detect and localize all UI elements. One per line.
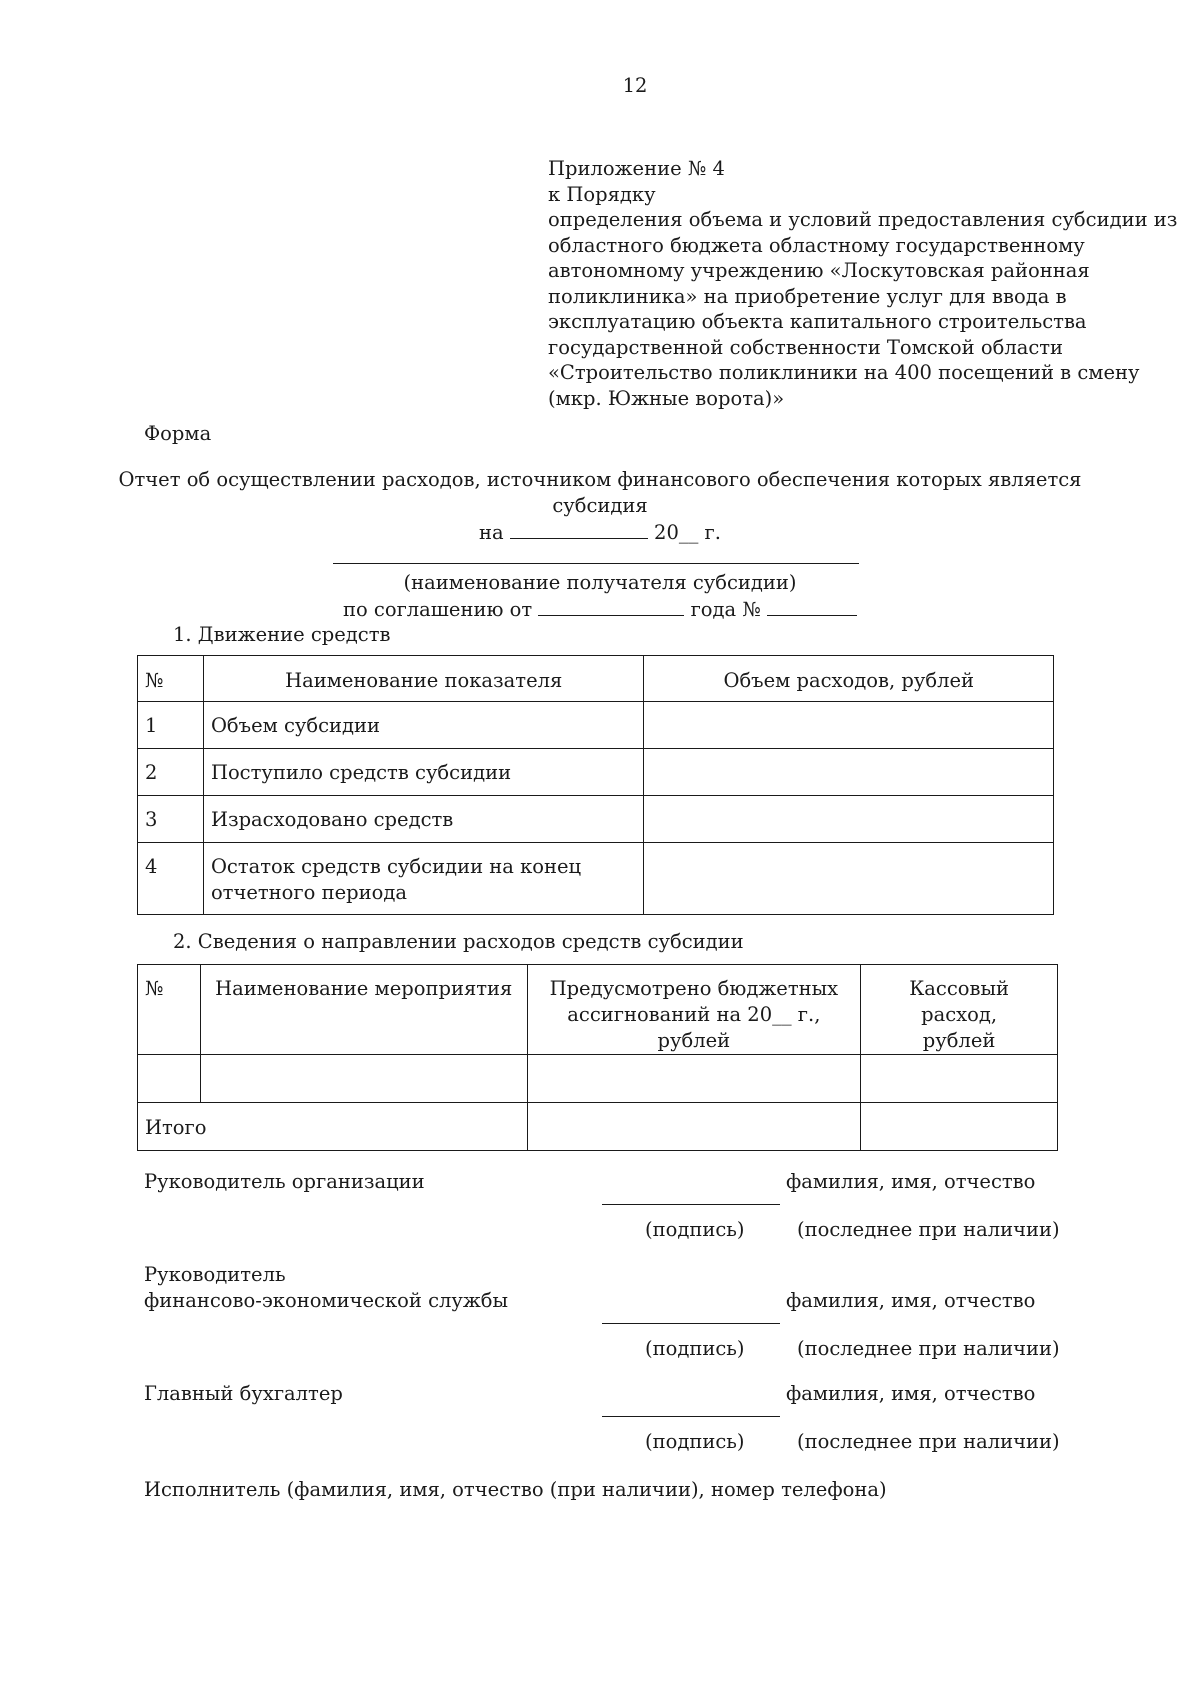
appendix-line: «Строительство поликлиники на 400 посещений в смену: [548, 361, 1140, 384]
row-name-line: Остаток средств субсидии на конец: [210, 855, 582, 878]
signature-last: (последнее при наличии): [797, 1337, 1060, 1360]
appendix-line: к Порядку: [548, 182, 656, 206]
header-amount: Объем расходов, рублей: [644, 656, 1054, 702]
agreement-line: [0, 597, 1200, 621]
signature-podpis: (подпись): [645, 1218, 745, 1241]
row-num: 2: [138, 749, 204, 796]
agreement-prefix: по соглашению от: [342, 598, 533, 621]
appendix-line: Приложение № 4: [548, 157, 725, 180]
recipient-name-field[interactable]: [333, 563, 859, 564]
event-cell[interactable]: [200, 1055, 527, 1103]
amount-cell[interactable]: [644, 749, 1054, 796]
report-title-line2: субсидия: [552, 494, 648, 517]
date-blank-field[interactable]: [510, 520, 648, 539]
total-label: Итого: [138, 1103, 528, 1151]
report-date-line: [0, 520, 1200, 544]
header-num: №: [138, 965, 201, 1055]
expenses-table: [137, 964, 1058, 1151]
signature-fio: фамилия, имя, отчество: [786, 1170, 1036, 1193]
signature-role: финансово-экономической службы: [144, 1289, 509, 1312]
table-row: [138, 1055, 1058, 1103]
row-name: Объем субсидии: [203, 702, 644, 749]
row-name: [203, 843, 644, 915]
appendix-line: областного бюджета областному государственному: [548, 233, 1085, 257]
form-label: Форма: [144, 422, 212, 445]
appendix-line: автономному учреждению «Лоскутовская районная: [548, 259, 1090, 282]
signature-role: Главный бухгалтер: [144, 1382, 343, 1405]
appendix-block: [548, 156, 1177, 411]
row-num: 1: [138, 702, 204, 749]
row-name: Израсходовано средств: [203, 796, 644, 843]
date-year: 20__ г.: [654, 521, 721, 544]
row-name-line: отчетного периода: [210, 881, 407, 904]
appendix-line: (мкр. Южные ворота)»: [548, 386, 785, 410]
signature-podpis: (подпись): [645, 1430, 745, 1453]
section1-title: 1. Движение средств: [173, 623, 391, 646]
header-num: №: [138, 656, 204, 702]
agreement-middle: года №: [690, 598, 761, 621]
signature-role: Руководитель: [144, 1263, 286, 1286]
header-planned-line: ассигнований на 20__ г., рублей: [567, 1003, 821, 1052]
planned-total-cell[interactable]: [527, 1103, 861, 1151]
header-cash-line: Кассовый расход,: [909, 977, 1009, 1026]
signature-podpis: (подпись): [645, 1337, 745, 1360]
table-row: [138, 702, 1054, 749]
signature-fio: фамилия, имя, отчество: [786, 1289, 1036, 1312]
table-header-row: [138, 965, 1058, 1055]
movement-table: [137, 655, 1054, 915]
header-indicator: Наименование показателя: [203, 656, 644, 702]
table-row: [138, 843, 1054, 915]
header-cash-line: рублей: [922, 1029, 996, 1052]
signature-line[interactable]: [602, 1323, 780, 1324]
header-planned-line: Предусмотрено бюджетных: [549, 977, 839, 1000]
appendix-line: эксплуатацию объекта капитального строительства: [548, 310, 1087, 333]
table-row: [138, 796, 1054, 843]
report-title-line1: Отчет об осуществлении расходов, источником финансового обеспечения которых является: [118, 468, 1082, 491]
row-num: 3: [138, 796, 204, 843]
table-row: [138, 749, 1054, 796]
signature-fio: фамилия, имя, отчество: [786, 1382, 1036, 1405]
agreement-date-field[interactable]: [538, 597, 684, 616]
header-cash: [861, 965, 1058, 1055]
amount-cell[interactable]: [644, 843, 1054, 915]
section2-title: 2. Сведения о направлении расходов средств субсидии: [173, 930, 744, 953]
planned-cell[interactable]: [527, 1055, 861, 1103]
cash-total-cell[interactable]: [861, 1103, 1058, 1151]
appendix-line: определения объема и условий предоставления субсидии из: [548, 208, 1178, 231]
table-header-row: [138, 656, 1054, 702]
signature-line[interactable]: [602, 1416, 780, 1417]
executor-line: Исполнитель (фамилия, имя, отчество (при наличии), номер телефона): [144, 1478, 887, 1501]
recipient-caption: (наименование получателя субсидии): [403, 571, 797, 594]
signature-role: Руководитель организации: [144, 1170, 425, 1193]
total-row: [138, 1103, 1058, 1151]
appendix-line: государственной собственности Томской области: [548, 335, 1064, 359]
amount-cell[interactable]: [644, 796, 1054, 843]
header-event: Наименование мероприятия: [200, 965, 527, 1055]
header-planned: [527, 965, 861, 1055]
amount-cell[interactable]: [644, 702, 1054, 749]
date-prefix: на: [479, 521, 504, 544]
num-cell[interactable]: [138, 1055, 201, 1103]
agreement-number-field[interactable]: [767, 597, 857, 616]
row-num: 4: [138, 843, 204, 915]
signature-last: (последнее при наличии): [797, 1430, 1060, 1453]
signature-line[interactable]: [602, 1204, 780, 1205]
appendix-line: поликлиника» на приобретение услуг для ввода в: [548, 284, 1067, 308]
page-number: 12: [622, 74, 648, 97]
cash-cell[interactable]: [861, 1055, 1058, 1103]
row-name: Поступило средств субсидии: [203, 749, 644, 796]
signature-last: (последнее при наличии): [797, 1218, 1060, 1241]
